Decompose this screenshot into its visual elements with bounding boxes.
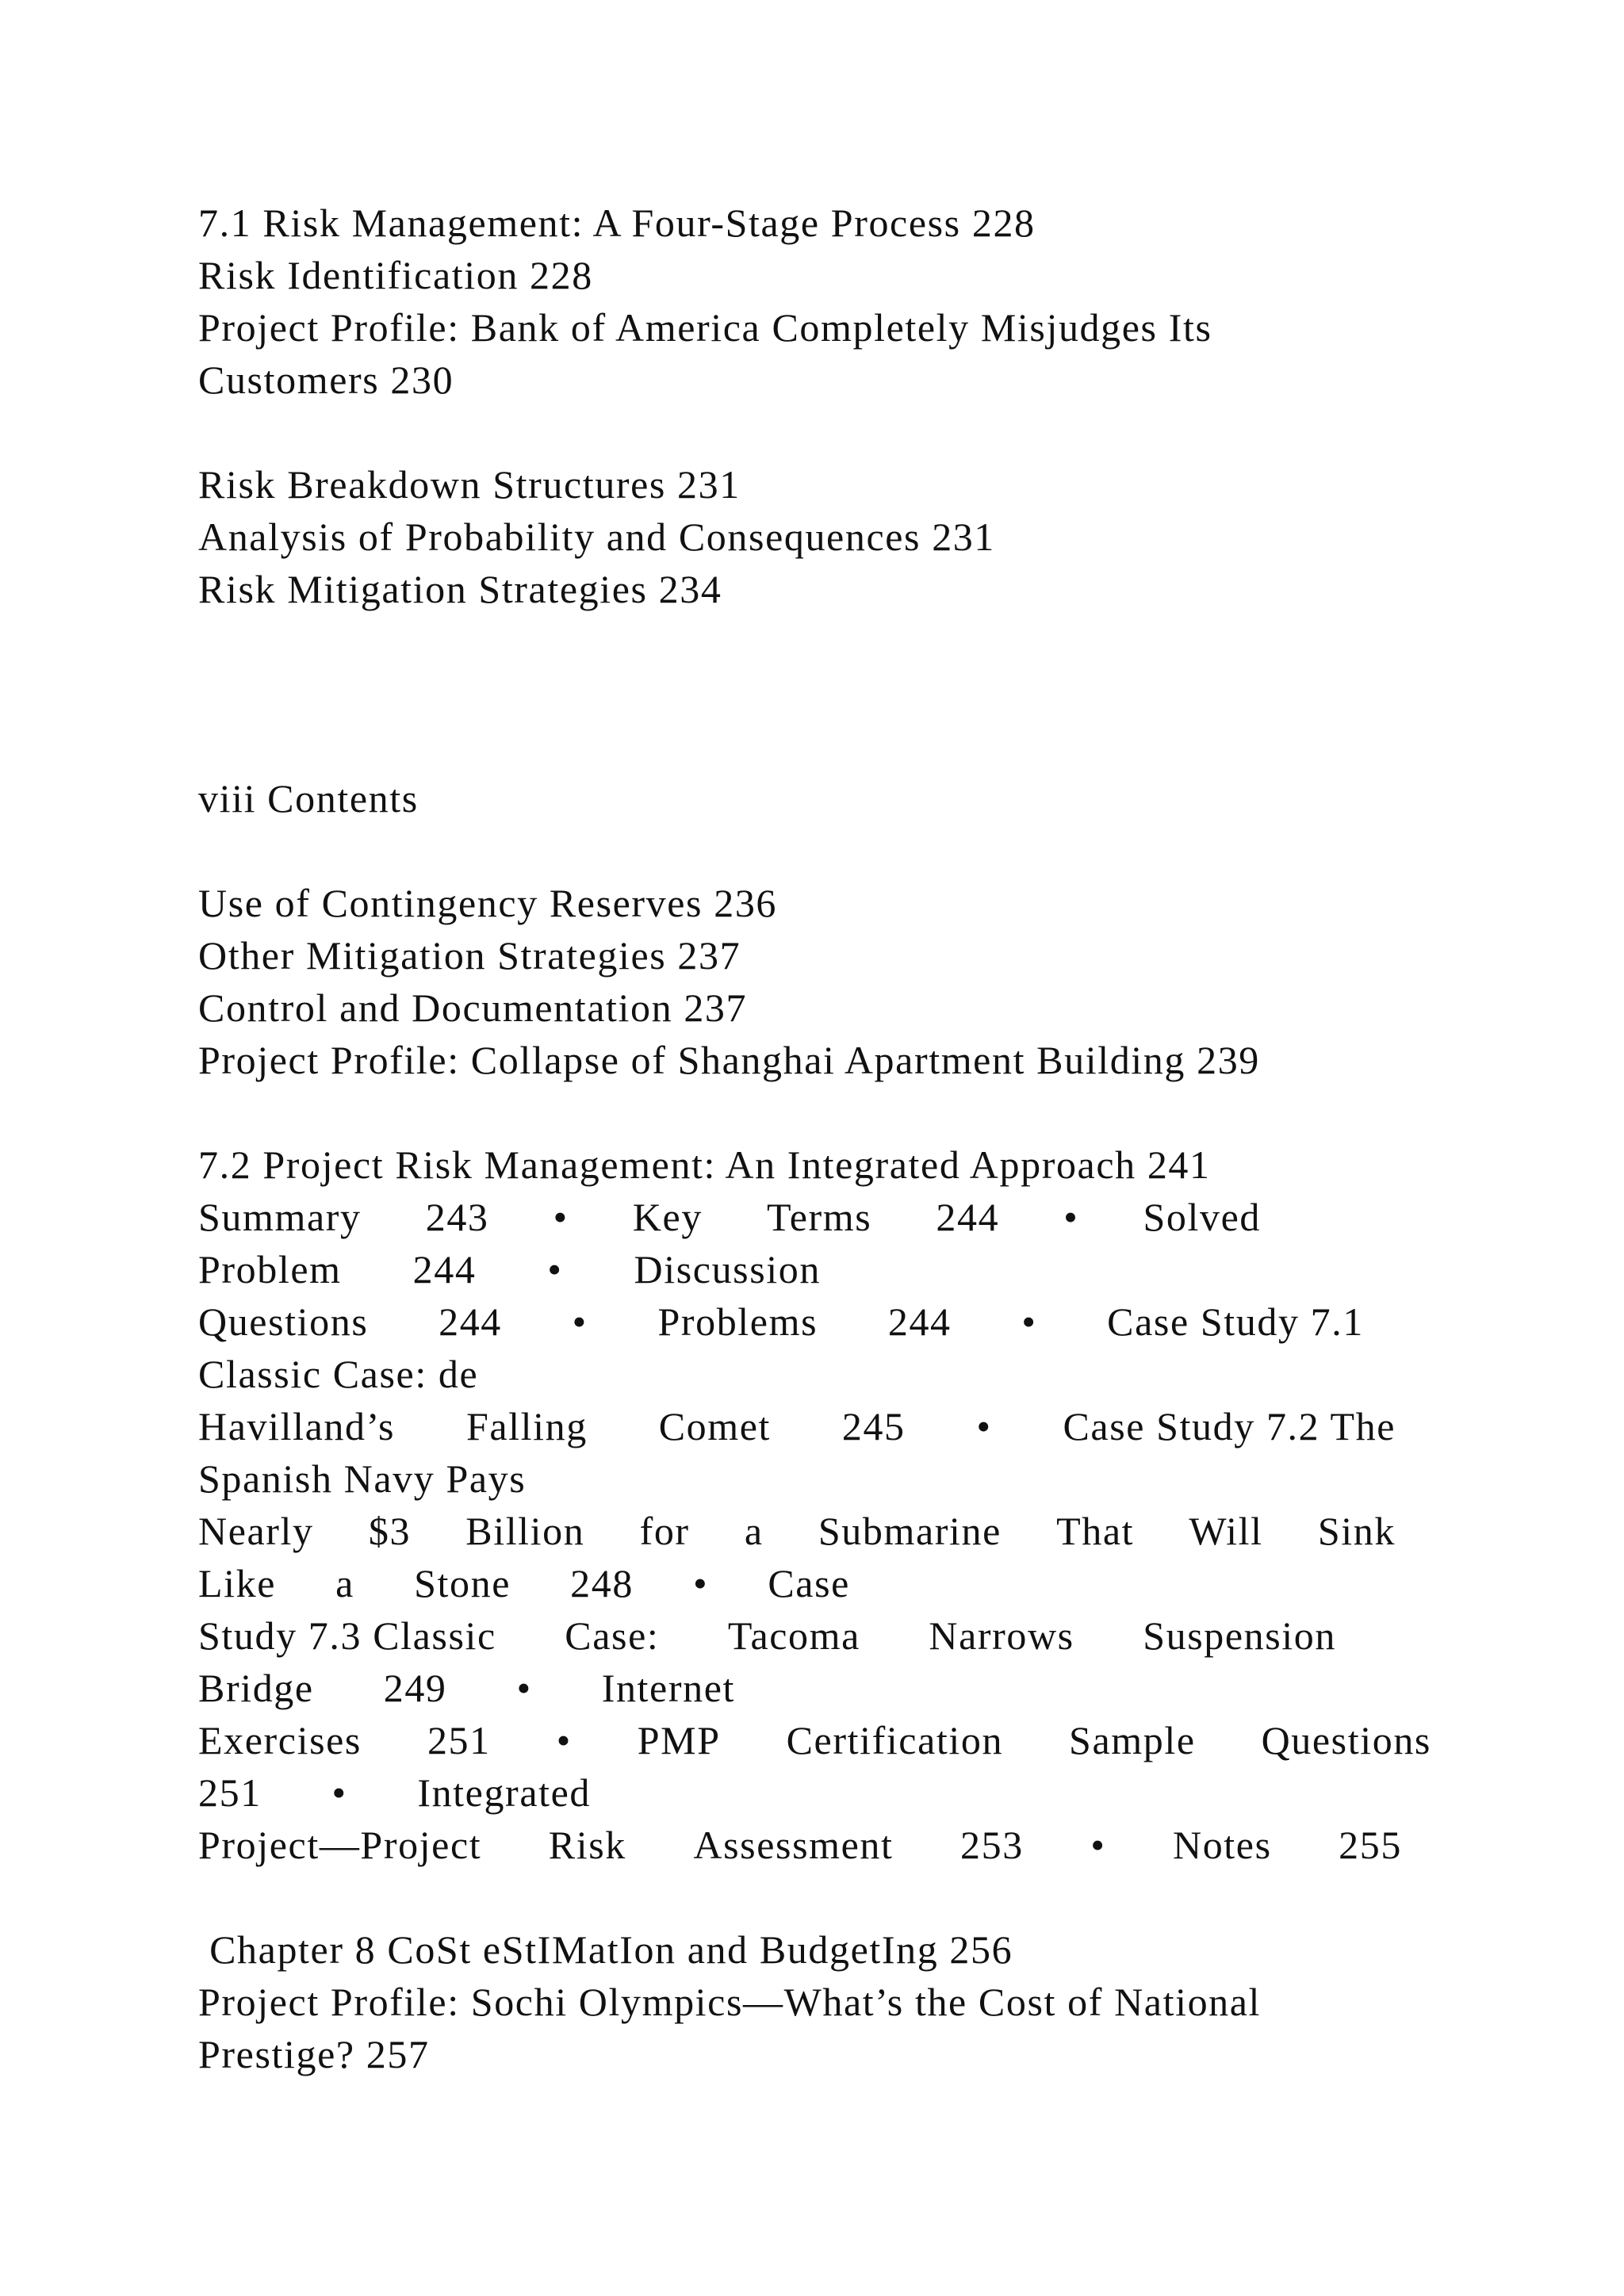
summary-word: Narrows <box>929 1613 1074 1658</box>
summary-word: Will <box>1189 1509 1263 1553</box>
summary-word: Risk <box>548 1823 626 1867</box>
bullet-separator: • <box>1090 1823 1106 1867</box>
toc-entry: Analysis of Probability and Consequences 231 <box>198 515 995 559</box>
toc-entry: 7.1 Risk Management: A Four-Stage Process 228 <box>198 201 1036 245</box>
summary-word: Summary <box>198 1195 362 1239</box>
summary-word: Tacoma <box>727 1613 860 1658</box>
bullet-separator: • <box>1021 1299 1037 1344</box>
spacer <box>198 1086 1435 1138</box>
summary-word: Internet <box>601 1666 735 1710</box>
toc-entry: Project Profile: Bank of America Completely Misjudges Its <box>198 305 1212 350</box>
summary-line <box>198 1400 1396 1452</box>
summary-word: Questions <box>198 1299 369 1344</box>
toc-entry: Risk Mitigation Strategies 234 <box>198 567 722 611</box>
summary-line <box>198 1819 1402 1871</box>
summary-word: Havilland’s <box>198 1404 396 1448</box>
summary-line <box>198 1243 821 1295</box>
summary-word: 253 <box>960 1823 1024 1867</box>
summary-word: a <box>744 1509 764 1553</box>
summary-word: Exercises <box>198 1718 362 1762</box>
summary-word: Questions <box>1261 1718 1431 1762</box>
bullet-separator: • <box>572 1299 588 1344</box>
bullet-separator: • <box>556 1718 572 1762</box>
summary-word: 243 <box>425 1195 489 1239</box>
summary-word: PMP <box>637 1718 721 1762</box>
summary-word: 248 <box>570 1561 634 1605</box>
summary-word: Project—Project <box>198 1823 482 1867</box>
summary-word: Submarine <box>818 1509 1002 1553</box>
spacer <box>198 615 1435 772</box>
section-heading-7-2: 7.2 Project Risk Management: An Integrated Approach 241 <box>198 1142 1211 1187</box>
summary-line <box>198 1295 1364 1348</box>
summary-word: $3 <box>368 1509 412 1553</box>
summary-word: Bridge <box>198 1666 314 1710</box>
contents-page <box>198 197 1435 2080</box>
contents-block-risk-breakdown <box>198 458 1435 615</box>
summary-word: Sample <box>1069 1718 1196 1762</box>
spacer <box>198 406 1435 458</box>
summary-word: Case <box>768 1561 850 1605</box>
toc-entry: Control and Documentation 237 <box>198 985 748 1030</box>
toc-entry: Risk Identification 228 <box>198 253 593 297</box>
bullet-separator: • <box>547 1247 563 1292</box>
summary-word: Case Study 7.2 The <box>1063 1404 1396 1448</box>
summary-line: Spanish Navy Pays <box>198 1456 527 1501</box>
contents-block-7-1 <box>198 197 1435 406</box>
summary-word: 245 <box>841 1404 906 1448</box>
toc-entry: Customers 230 <box>198 358 454 402</box>
summary-word: Assessment <box>693 1823 894 1867</box>
summary-line <box>198 1714 1431 1766</box>
summary-word: Case: <box>565 1613 660 1658</box>
summary-word: Case Study 7.1 <box>1107 1299 1364 1344</box>
summary-word: 244 <box>936 1195 1000 1239</box>
summary-word: Discussion <box>634 1247 821 1292</box>
summary-word: for <box>639 1509 690 1553</box>
summary-word: a <box>335 1561 354 1605</box>
bullet-separator: • <box>553 1195 569 1239</box>
summary-line <box>198 1766 591 1819</box>
summary-word: Study 7.3 Classic <box>198 1613 496 1658</box>
toc-entry: Project Profile: Sochi Olympics—What’s the Cost of National <box>198 1980 1262 2024</box>
spacer <box>198 825 1435 877</box>
summary-word: 244 <box>439 1299 502 1344</box>
summary-word: Suspension <box>1143 1613 1336 1658</box>
summary-line <box>198 1191 1261 1243</box>
summary-word: Like <box>198 1561 277 1605</box>
bullet-separator: • <box>693 1561 709 1605</box>
summary-word: Problems <box>657 1299 818 1344</box>
summary-word: 244 <box>412 1247 477 1292</box>
chapter-heading-8: Chapter 8 CoSt eStIMatIon and BudgetIng 256 <box>198 1927 1013 1972</box>
toc-entry: Prestige? 257 <box>198 2032 430 2076</box>
chapter-summary-block <box>198 1191 1435 1871</box>
summary-line: Classic Case: de <box>198 1352 479 1396</box>
bullet-separator: • <box>516 1666 532 1710</box>
summary-word: Sink <box>1317 1509 1396 1553</box>
summary-word: 251 <box>427 1718 491 1762</box>
summary-word: Terms <box>767 1195 872 1239</box>
summary-word: Comet <box>658 1404 772 1448</box>
bullet-separator: • <box>1063 1195 1079 1239</box>
toc-entry: Risk Breakdown Structures 231 <box>198 462 741 507</box>
summary-word: Key <box>632 1195 703 1239</box>
summary-word: Nearly <box>198 1509 314 1553</box>
summary-line <box>198 1662 735 1714</box>
summary-word: Solved <box>1143 1195 1261 1239</box>
summary-word: 251 <box>198 1770 262 1815</box>
summary-word: Falling <box>465 1404 588 1448</box>
summary-line <box>198 1609 1336 1662</box>
contents-block-contingency <box>198 877 1435 1086</box>
toc-entry: Other Mitigation Strategies 237 <box>198 933 741 978</box>
summary-word: Stone <box>414 1561 511 1605</box>
page-header: viii Contents <box>198 776 419 821</box>
summary-word: That <box>1056 1509 1135 1553</box>
summary-word: Notes <box>1172 1823 1272 1867</box>
contents-block-chapter-8 <box>198 1976 1435 2080</box>
summary-word: Integrated <box>417 1770 591 1815</box>
summary-word: Problem <box>198 1247 342 1292</box>
toc-entry: Project Profile: Collapse of Shanghai Apartment Building 239 <box>198 1038 1260 1082</box>
toc-entry: Use of Contingency Reserves 236 <box>198 881 778 925</box>
summary-word: 249 <box>383 1666 447 1710</box>
spacer <box>198 1871 1435 1923</box>
summary-line <box>198 1557 850 1609</box>
bullet-separator: • <box>331 1770 347 1815</box>
summary-line <box>198 1505 1396 1557</box>
summary-word: 244 <box>887 1299 952 1344</box>
summary-word: Certification <box>786 1718 1004 1762</box>
summary-word: Billion <box>465 1509 585 1553</box>
bullet-separator: • <box>976 1404 992 1448</box>
summary-word: 255 <box>1339 1823 1402 1867</box>
